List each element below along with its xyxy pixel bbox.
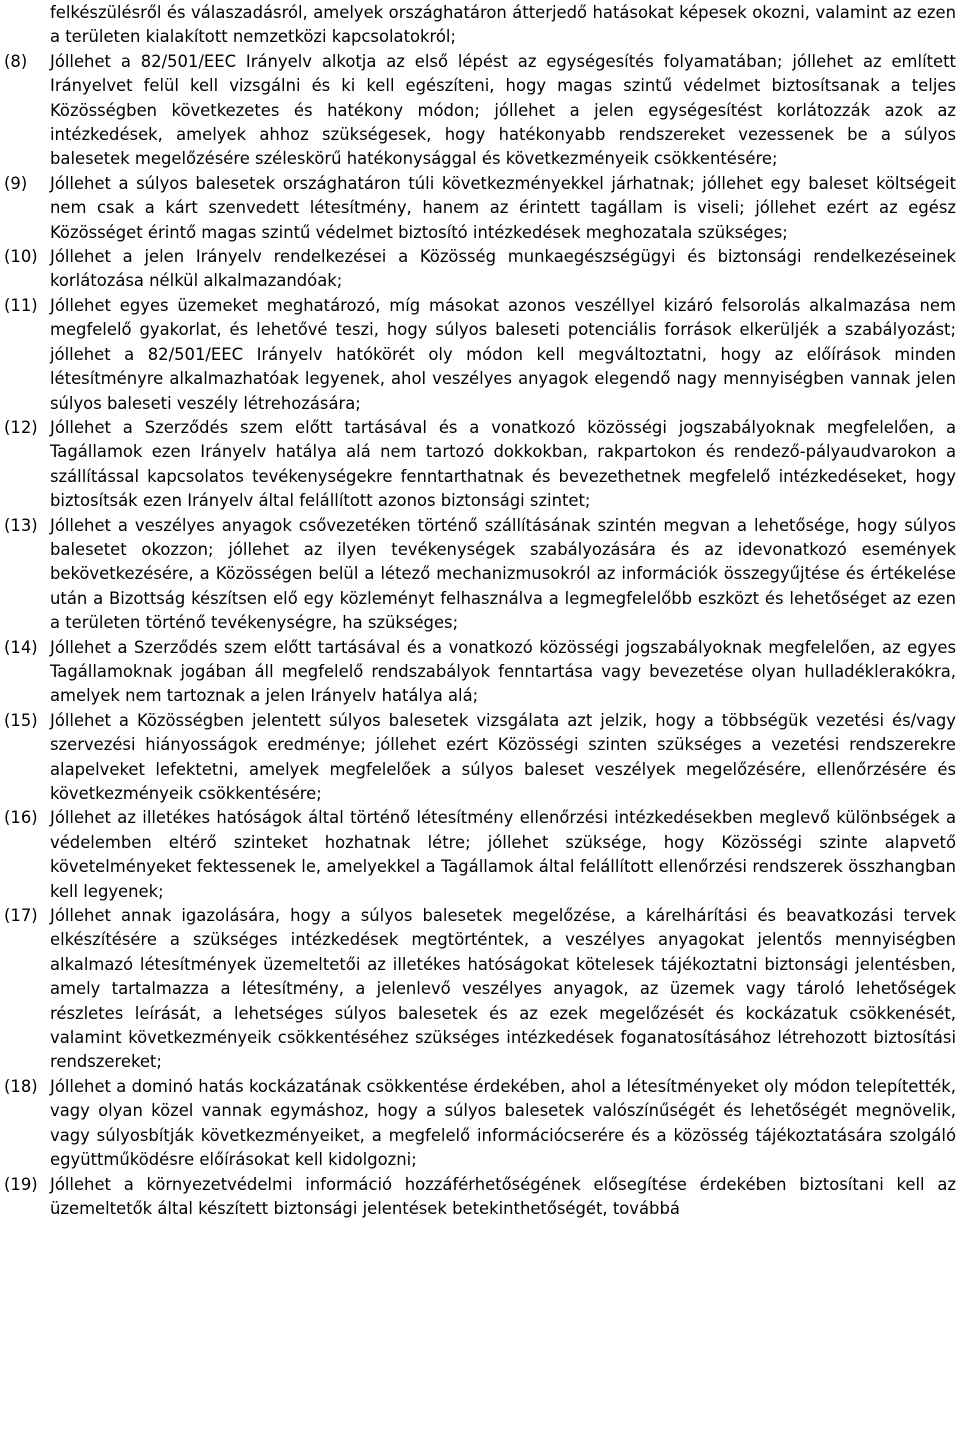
recital-item: [4, 1173, 956, 1222]
recital-text: Jóllehet annak igazolására, hogy a súlyos balesetek megelőzése, a kárelhárítási és beavatkozási tervek elkészítésére a szükséges intézkedések megtörténtek, a veszélyes anyagokat jelentős mennyiségben alkalmazó létesítmények üzemeltetői az illetékes hatóságokat kötelesek tájékoztatni biztonsági jelentésben, amely tartalmazza a létesítmény, a jelenlevő veszélyes anyagok, az üzemek vagy tároló lehetőségek részletes leírását, a lehetséges súlyos balesetek és az ezek megelőzését és kockázatuk csökkenését, valamint következményeik csökkentéséhez szükséges intézkedések foganatosításához létrehozott biztosítási rendszereket;: [50, 906, 956, 1072]
recital-item: [4, 172, 956, 245]
recital-number: (18): [4, 1076, 38, 1096]
recital-item: [4, 514, 956, 636]
recital-item: [4, 636, 956, 709]
recital-item: [4, 294, 956, 416]
recital-item: [4, 1075, 956, 1173]
recital-text: Jóllehet a Szerződés szem előtt tartásával és a vonatkozó közösségi jogszabályoknak megfelelően, az egyes Tagállamoknak jogában áll megfelelő rendszabályok fenntartása vagy bevezetése olyan hulladéklerakókra, amelyek nem tartoznak a jelen Irányelv hatálya alá;: [50, 637, 956, 706]
recital-text: Jóllehet a veszélyes anyagok csővezetéken történő szállításának szintén megvan a lehetősége, hogy súlyos balesetet okozzon; jóllehet az ilyen tevékenységek szabályozására és az idevonatkozó események bekövetkezésére, a Közösségen belül a létező mechanizmusokról az információk összegyűjtése és értékelése után a Bizottság készítsen elő egy közleményt felhasználva a legmegfelelőbb eszközt és lehetőséget az ezen a területen történő tevékenységre, ha szükséges;: [50, 515, 956, 633]
recital-item: [4, 416, 956, 514]
recital-list: [4, 50, 956, 1222]
recital-item: [4, 806, 956, 904]
recital-item: [4, 245, 956, 294]
recital-number: (11): [4, 295, 38, 315]
recital-item: [4, 904, 956, 1075]
recital-number: (9): [4, 173, 28, 193]
recital-number: (8): [4, 51, 28, 71]
recital-number: (19): [4, 1174, 38, 1194]
recital-text: Jóllehet a környezetvédelmi információ hozzáférhetőségének elősegítése érdekében biztosítani kell az üzemeltetők által készített biztonsági jelentések betekinthetőségét, továbbá: [50, 1174, 956, 1218]
recital-text: Jóllehet a jelen Irányelv rendelkezései a Közösség munkaegészségügyi és biztonsági rendelkezéseinek korlátozása nélkül alkalmazandóak;: [50, 247, 956, 291]
recital-text: Jóllehet a 82/501/EEC Irányelv alkotja az első lépést az egységesítés folyamatában; jóllehet az említett Irányelvet felül kell vizsgálni és ki kell egészíteni, hogy magas szintű védelmet biztosítsanak a teljes Közösségben következetes és hatékony módon; jóllehet a jelen egységesítést korlátozzák azok az intézkedések, amelyek ahhoz szükségesek, hogy hatékonyabb rendszereket vezessenek be a súlyos balesetek megelőzésére széleskörű hatékonysággal és következményeik csökkentésére;: [50, 51, 956, 169]
recital-number: (16): [4, 808, 38, 828]
recital-number: (17): [4, 906, 38, 926]
recital-item: [4, 50, 956, 172]
recital-text: Jóllehet a dominó hatás kockázatának csökkentése érdekében, ahol a létesítményeket oly módon telepítették, vagy olyan közel vannak egymáshoz, hogy a súlyos balesetek valószínűségét és lehetőségét megnövelik, vagy súlyosbítják következményeiket, a megfelelő információcserére és a közösség tájékoztatására szolgáló együttműködésre előírásokat kell kidolgozni;: [50, 1076, 956, 1170]
recital-number: (10): [4, 247, 38, 267]
recital-text: Jóllehet egyes üzemeket meghatározó, míg másokat azonos veszéllyel kizáró felsorolás alkalmazása nem megfelelő gyakorlat, és lehetővé teszi, hogy súlyos baleseti potenciális források elkerüljék a szabályozást; jóllehet a 82/501/EEC Irányelv hatókörét oly módon kell megváltoztatni, hogy az előírások minden létesítményre alkalmazhatóak legyenek, ahol veszélyes anyagok elegendő nagy mennyiségben vannak jelen súlyos baleseti veszély létrehozására;: [50, 295, 956, 413]
recital-number: (13): [4, 515, 38, 535]
recital-item: [4, 709, 956, 807]
recital-text: Jóllehet a Közösségben jelentett súlyos balesetek vizsgálata azt jelzik, hogy a többségük vezetési és/vagy szervezési hiányosságok eredménye; jóllehet ezért Közösségi szinten szükséges a vezetési rendszerekre alapelveket lefektetni, amelyek megfelelőek a súlyos baleset veszélyek megelőzésére, ellenőrzésére és következményeik csökkentésére;: [50, 710, 956, 803]
recital-text: Jóllehet a súlyos balesetek országhatáron túli következményekkel járhatnak; jóllehet egy baleset költségeit nem csak a kárt szenvedett létesítmény, hanem az érintett tagállam is viseli; jóllehet ezért az egész Közösséget érintő magas szintű védelmet biztosító intézkedések meghozatala szükséges;: [50, 173, 956, 242]
recital-text: Jóllehet az illetékes hatóságok által történő létesítmény ellenőrzési intézkedésekben meglevő különbségek a védelemben eltérő szinteket hozhatnak létre; jóllehet szüksége, hogy Közösségi szinte alapvető követelményeket fektessenek le, amelyekkel a Tagállamok által felállított ellenőrzési rendszerek összhangban kell legyenek;: [50, 808, 956, 901]
recital-number: (14): [4, 637, 38, 657]
recital-number: (15): [4, 710, 38, 730]
continuation-paragraph: felkészülésről és válaszadásról, amelyek országhatáron átterjedő hatásokat képesek okozni, valamint az ezen a területen kialakított nemzetközi kapcsolatokról;: [50, 3, 956, 47]
recital-text: Jóllehet a Szerződés szem előtt tartásával és a vonatkozó közösségi jogszabályoknak megfelelően, a Tagállamok ezen Irányelv hatálya alá nem tartozó dokkokban, rakpartokon és rendező-pályaudvarokon a szállítással kapcsolatos tevékenységekre fenntarthatnak és bevezethetnek megfelelő intézkedéseket, hogy biztosítsák ezen Irányelv által felállított azonos biztonsági szintet;: [50, 417, 956, 511]
recital-number: (12): [4, 417, 38, 437]
